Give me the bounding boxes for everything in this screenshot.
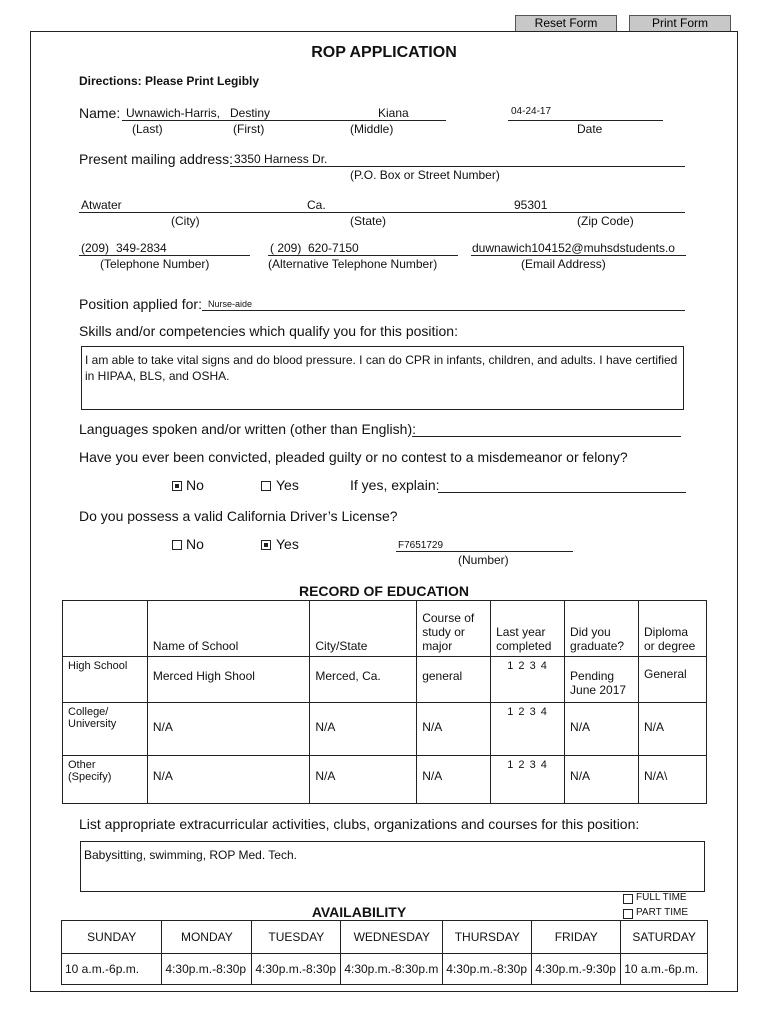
hours-cell[interactable]: 10 a.m.-6p.m.: [62, 954, 162, 985]
table-row: [63, 756, 707, 804]
day-header: MONDAY: [162, 921, 252, 954]
day-header: THURSDAY: [443, 921, 532, 954]
date-line: [508, 120, 663, 121]
conviction-question: Have you ever been convicted, pleaded guilty or no contest to a misdemeanor or felony?: [79, 449, 628, 465]
day-header: WEDNESDAY: [341, 921, 443, 954]
city-caption: (City): [171, 214, 200, 228]
print-form-button[interactable]: Print Form: [629, 15, 731, 32]
skills-label: Skills and/or competencies which qualify you for this position:: [79, 323, 458, 339]
reset-form-button[interactable]: Reset Form: [515, 15, 617, 32]
alt-phone-caption: (Alternative Telephone Number): [268, 257, 438, 271]
education-table: [62, 600, 707, 804]
last-caption: (Last): [132, 122, 163, 136]
phone-caption: (Telephone Number): [100, 257, 210, 271]
full-time-label: FULL TIME: [636, 892, 687, 903]
phone-field[interactable]: 349-2834: [116, 241, 167, 255]
date-caption: Date: [577, 122, 603, 136]
city-cell[interactable]: Merced, Ca.: [310, 657, 417, 703]
school-cell[interactable]: N/A: [147, 756, 310, 804]
years-cell[interactable]: 1 2 3 4: [491, 657, 565, 703]
state-caption: (State): [350, 214, 387, 228]
hours-cell[interactable]: 4:30p.m.-8:30p: [443, 954, 532, 985]
hours-cell[interactable]: 4:30p.m.-8:30p: [252, 954, 341, 985]
diploma-cell[interactable]: N/A\: [638, 756, 706, 804]
name-label: Name:: [79, 105, 121, 121]
languages-label: Languages spoken and/or written (other than English):: [79, 421, 416, 437]
education-title: RECORD OF EDUCATION: [298, 583, 470, 599]
header-city: City/State: [310, 601, 417, 657]
diploma-cell[interactable]: N/A: [638, 703, 706, 756]
school-cell[interactable]: Merced High Shool: [147, 657, 310, 703]
part-time-checkbox[interactable]: [623, 909, 633, 919]
row-type: Other (Specify): [63, 756, 148, 804]
availability-title: AVAILABILITY: [311, 904, 407, 920]
activities-textbox[interactable]: Babysitting, swimming, ROP Med. Tech.: [80, 841, 705, 892]
zip-field[interactable]: 95301: [514, 198, 548, 212]
name-line: [122, 120, 446, 121]
years-cell[interactable]: 1 2 3 4: [491, 756, 565, 804]
hours-row: [62, 954, 708, 985]
city-state-zip-line: [79, 212, 685, 213]
conviction-yes-checkbox[interactable]: [261, 481, 271, 491]
license-number-caption: (Number): [458, 553, 509, 567]
date-field[interactable]: 04-24-17: [511, 106, 552, 117]
middle-name-field[interactable]: Kiana: [378, 106, 409, 120]
position-label: Position applied for:: [79, 296, 202, 312]
header-type: [63, 601, 148, 657]
license-no-checkbox[interactable]: [172, 540, 182, 550]
day-header: FRIDAY: [532, 921, 621, 954]
explain-label: If yes, explain:: [350, 477, 440, 493]
city-cell[interactable]: N/A: [310, 756, 417, 804]
license-yes-checkbox[interactable]: [261, 540, 271, 550]
street-caption: (P.O. Box or Street Number): [350, 168, 500, 182]
position-line: [202, 310, 685, 311]
conviction-yes-label: Yes: [276, 477, 299, 493]
license-question: Do you possess a valid California Driver’s License?: [79, 508, 398, 524]
row-type: High School: [63, 657, 148, 703]
table-row: [63, 657, 707, 703]
email-field[interactable]: duwnawich104152@muhsdstudents.o: [472, 241, 675, 255]
day-header: SUNDAY: [62, 921, 162, 954]
skills-textbox[interactable]: I am able to take vital signs and do blood pressure. I can do CPR in infants, children, and adults. I have certified in HIPAA, BLS, and OSHA.: [81, 346, 684, 410]
email-caption: (Email Address): [521, 257, 606, 271]
full-time-checkbox[interactable]: [623, 894, 633, 904]
day-header: TUESDAY: [252, 921, 341, 954]
part-time-label: PART TIME: [636, 907, 689, 918]
conviction-no-checkbox[interactable]: [172, 481, 182, 491]
graduate-cell[interactable]: N/A: [565, 703, 639, 756]
license-no-label: No: [186, 536, 204, 552]
graduate-cell[interactable]: N/A: [565, 756, 639, 804]
hours-cell[interactable]: 4:30p.m.-9:30p: [532, 954, 621, 985]
alt-phone-area-field[interactable]: ( 209): [270, 241, 302, 255]
course-cell[interactable]: N/A: [417, 703, 491, 756]
conviction-no-label: No: [186, 477, 204, 493]
education-header-row: [63, 601, 707, 657]
form-title: ROP APPLICATION: [311, 44, 457, 61]
license-number-field[interactable]: F7651729: [398, 540, 444, 551]
alt-phone-line: [268, 255, 458, 256]
city-field[interactable]: Atwater: [81, 198, 122, 212]
explain-line[interactable]: [438, 492, 686, 493]
city-cell[interactable]: N/A: [310, 703, 417, 756]
address-label: Present mailing address:: [79, 151, 234, 167]
table-row: [63, 703, 707, 756]
license-yes-label: Yes: [276, 536, 299, 552]
diploma-cell[interactable]: General: [638, 657, 706, 703]
position-field[interactable]: Nurse-aide: [208, 299, 253, 309]
zip-caption: (Zip Code): [577, 214, 634, 228]
street-line: [230, 166, 685, 167]
header-school: Name of School: [147, 601, 310, 657]
hours-cell[interactable]: 4:30p.m.-8:30p: [162, 954, 252, 985]
header-course: Course of study or major: [417, 601, 491, 657]
availability-table: [61, 920, 708, 985]
school-cell[interactable]: N/A: [147, 703, 310, 756]
street-field[interactable]: 3350 Harness Dr.: [234, 152, 328, 166]
row-type: College/ University: [63, 703, 148, 756]
years-cell[interactable]: 1 2 3 4: [491, 703, 565, 756]
directions: Directions: Please Print Legibly: [79, 74, 260, 88]
graduate-cell[interactable]: Pending June 2017: [565, 657, 639, 703]
days-row: [62, 921, 708, 954]
middle-caption: (Middle): [350, 122, 394, 136]
alt-phone-field[interactable]: 620-7150: [308, 241, 359, 255]
course-cell[interactable]: general: [417, 657, 491, 703]
activities-label: List appropriate extracurricular activities, clubs, organizations and courses for this position:: [79, 816, 640, 832]
last-name-field[interactable]: Uwnawich-Harris,: [126, 106, 221, 120]
first-caption: (First): [233, 122, 265, 136]
phone-area-field[interactable]: (209): [81, 241, 110, 255]
hours-cell[interactable]: 4:30p.m.-8:30p.m: [341, 954, 443, 985]
hours-cell[interactable]: 10 a.m.-6p.m.: [621, 954, 708, 985]
day-header: SATURDAY: [621, 921, 708, 954]
state-field[interactable]: Ca.: [307, 198, 326, 212]
course-cell[interactable]: N/A: [417, 756, 491, 804]
license-number-line: [396, 551, 573, 552]
phone-line: [79, 255, 250, 256]
header-graduate: Did you graduate?: [565, 601, 639, 657]
languages-line[interactable]: [412, 436, 681, 437]
first-name-field[interactable]: Destiny: [230, 106, 271, 120]
header-diploma: Diploma or degree: [638, 601, 706, 657]
email-line: [471, 255, 686, 256]
header-year: Last year completed: [491, 601, 565, 657]
